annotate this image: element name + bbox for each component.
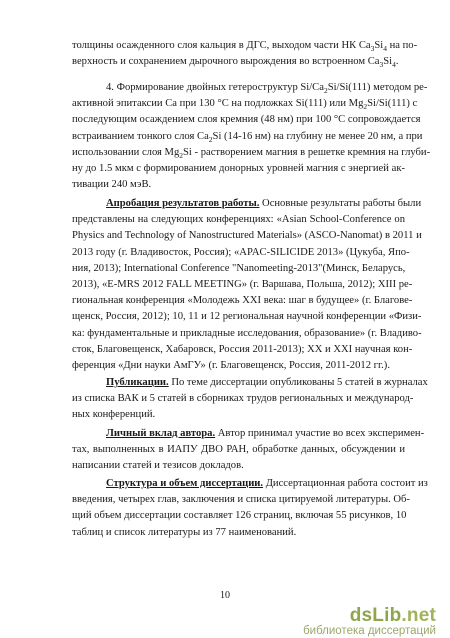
text-line: из списка ВАК и 5 статей в сборниках трудов региональных и международ- [72,393,414,405]
text-line: тивации 240 мэВ. [72,179,152,191]
paragraph-top [72,38,418,70]
text-line: представлены на следующих конференциях: «Asian School-Conference on [72,214,405,226]
paragraph-contribution [72,426,425,475]
text-line: тах, выполненных в ИАПУ ДВО РАН, обработке данных, обсуждении и [72,444,405,456]
text-line: верхность и сохранением дырочного вырождения во встроенном $Ca_3Si_4$. [72,56,399,70]
text-line: ка: фундаментальные и прикладные исследования, образование» (г. Владиво- [72,327,422,339]
paragraph-item-4 [72,80,431,193]
text-line: щенск, Россия, 2012); 10, 11 и 12 региональная научной конференции «Физи- [72,311,422,323]
text-line: 2013), «E-MRS 2012 FALL MEETING» (г. Варшава, Польша, 2012); XIII ре- [72,278,413,290]
text-line: толщины осажденного слоя кальция в ДГС, выходом части НК $Ca_3Si_4$ на по- [72,40,418,54]
contribution-heading: Личный вклад автора. [106,428,216,439]
text-line: ных конференций. [72,409,156,421]
text-line: Структура и объем диссертации. Диссертационная работа состоит из [106,478,428,489]
text-line: введения, четырех глав, заключения и списка цитируемой литературы. Об- [72,494,410,506]
paragraph-publications [72,375,428,424]
text-line: Личный вклад автора. Автор принимал участие во всех эксперимен- [106,428,425,439]
text-line: ния, 2013); International Conference "Nanomeeting-2013"(Минск, Беларусь, [72,262,406,274]
text-line: ну до 1.5 мкм с формированием донорных уровней магния с энергией ак- [72,162,405,174]
publications-heading: Публикации. [106,377,169,388]
approbation-heading: Апробация результатов работы. [106,198,260,209]
text-line: использовании слоя $Mg_2Si$ - растворением магния в решетке кремния на глуби- [72,146,431,160]
watermark-logo: dsLib.net [349,605,436,626]
text-line: сток, Благовещенск, Хабаровск, Россия 2011-2013); XX и XXI научная кон- [72,343,413,355]
paragraph-structure [72,476,428,541]
page-number: 10 [220,590,230,601]
text-line: 4. Формирование двойных гетероструктур $Si/Ca_2Si/Si(111)$ методом ре- [106,82,428,96]
paragraph-approbation [72,196,422,374]
text-line: Публикации. По теме диссертации опубликованы 5 статей в журналах [106,377,428,388]
text-line: встраиванием тонкого слоя $Ca_2Si$ (14-16 нм) на глубину не менее 20 нм, а при [72,130,423,144]
text-line: гиональная конференция «Молодежь XXI века: шаг в будущее» (г. Благове- [72,295,413,307]
text-line: Physics and Technology of Nanostructured Materials» (ASCO-Nanomat) в 2011 и [72,230,422,242]
structure-heading: Структура и объем диссертации. [106,478,264,489]
watermark [303,607,436,638]
text-line: ференция «Дни науки АмГУ» (г. Благовещенск, Россия, 2011-2012 гг.). [72,359,390,371]
text-line: щий объем диссертации составляет 126 страниц, включая 55 рисунков, 10 [72,510,407,522]
watermark-subtitle: библиотека диссертаций [303,625,436,637]
text-line: Апробация результатов работы. Основные результаты работы были [106,198,422,209]
text-line: последующим осаждением слоя кремния (48 нм) при 100 °C сопровождается [72,114,421,126]
text-line: 2013 году (г. Владивосток, Россия); «APAC-SILICIDE 2013» (Цукуба, Япо- [72,246,410,258]
text-line: написании статей и тезисов докладов. [72,460,244,472]
text-line: активной эпитаксии Ca при 130 °C на подложках Si(111) или $Mg_2Si/Si(111)$ с [72,98,418,112]
text-line: таблиц и список литературы из 77 наименований. [72,526,297,538]
